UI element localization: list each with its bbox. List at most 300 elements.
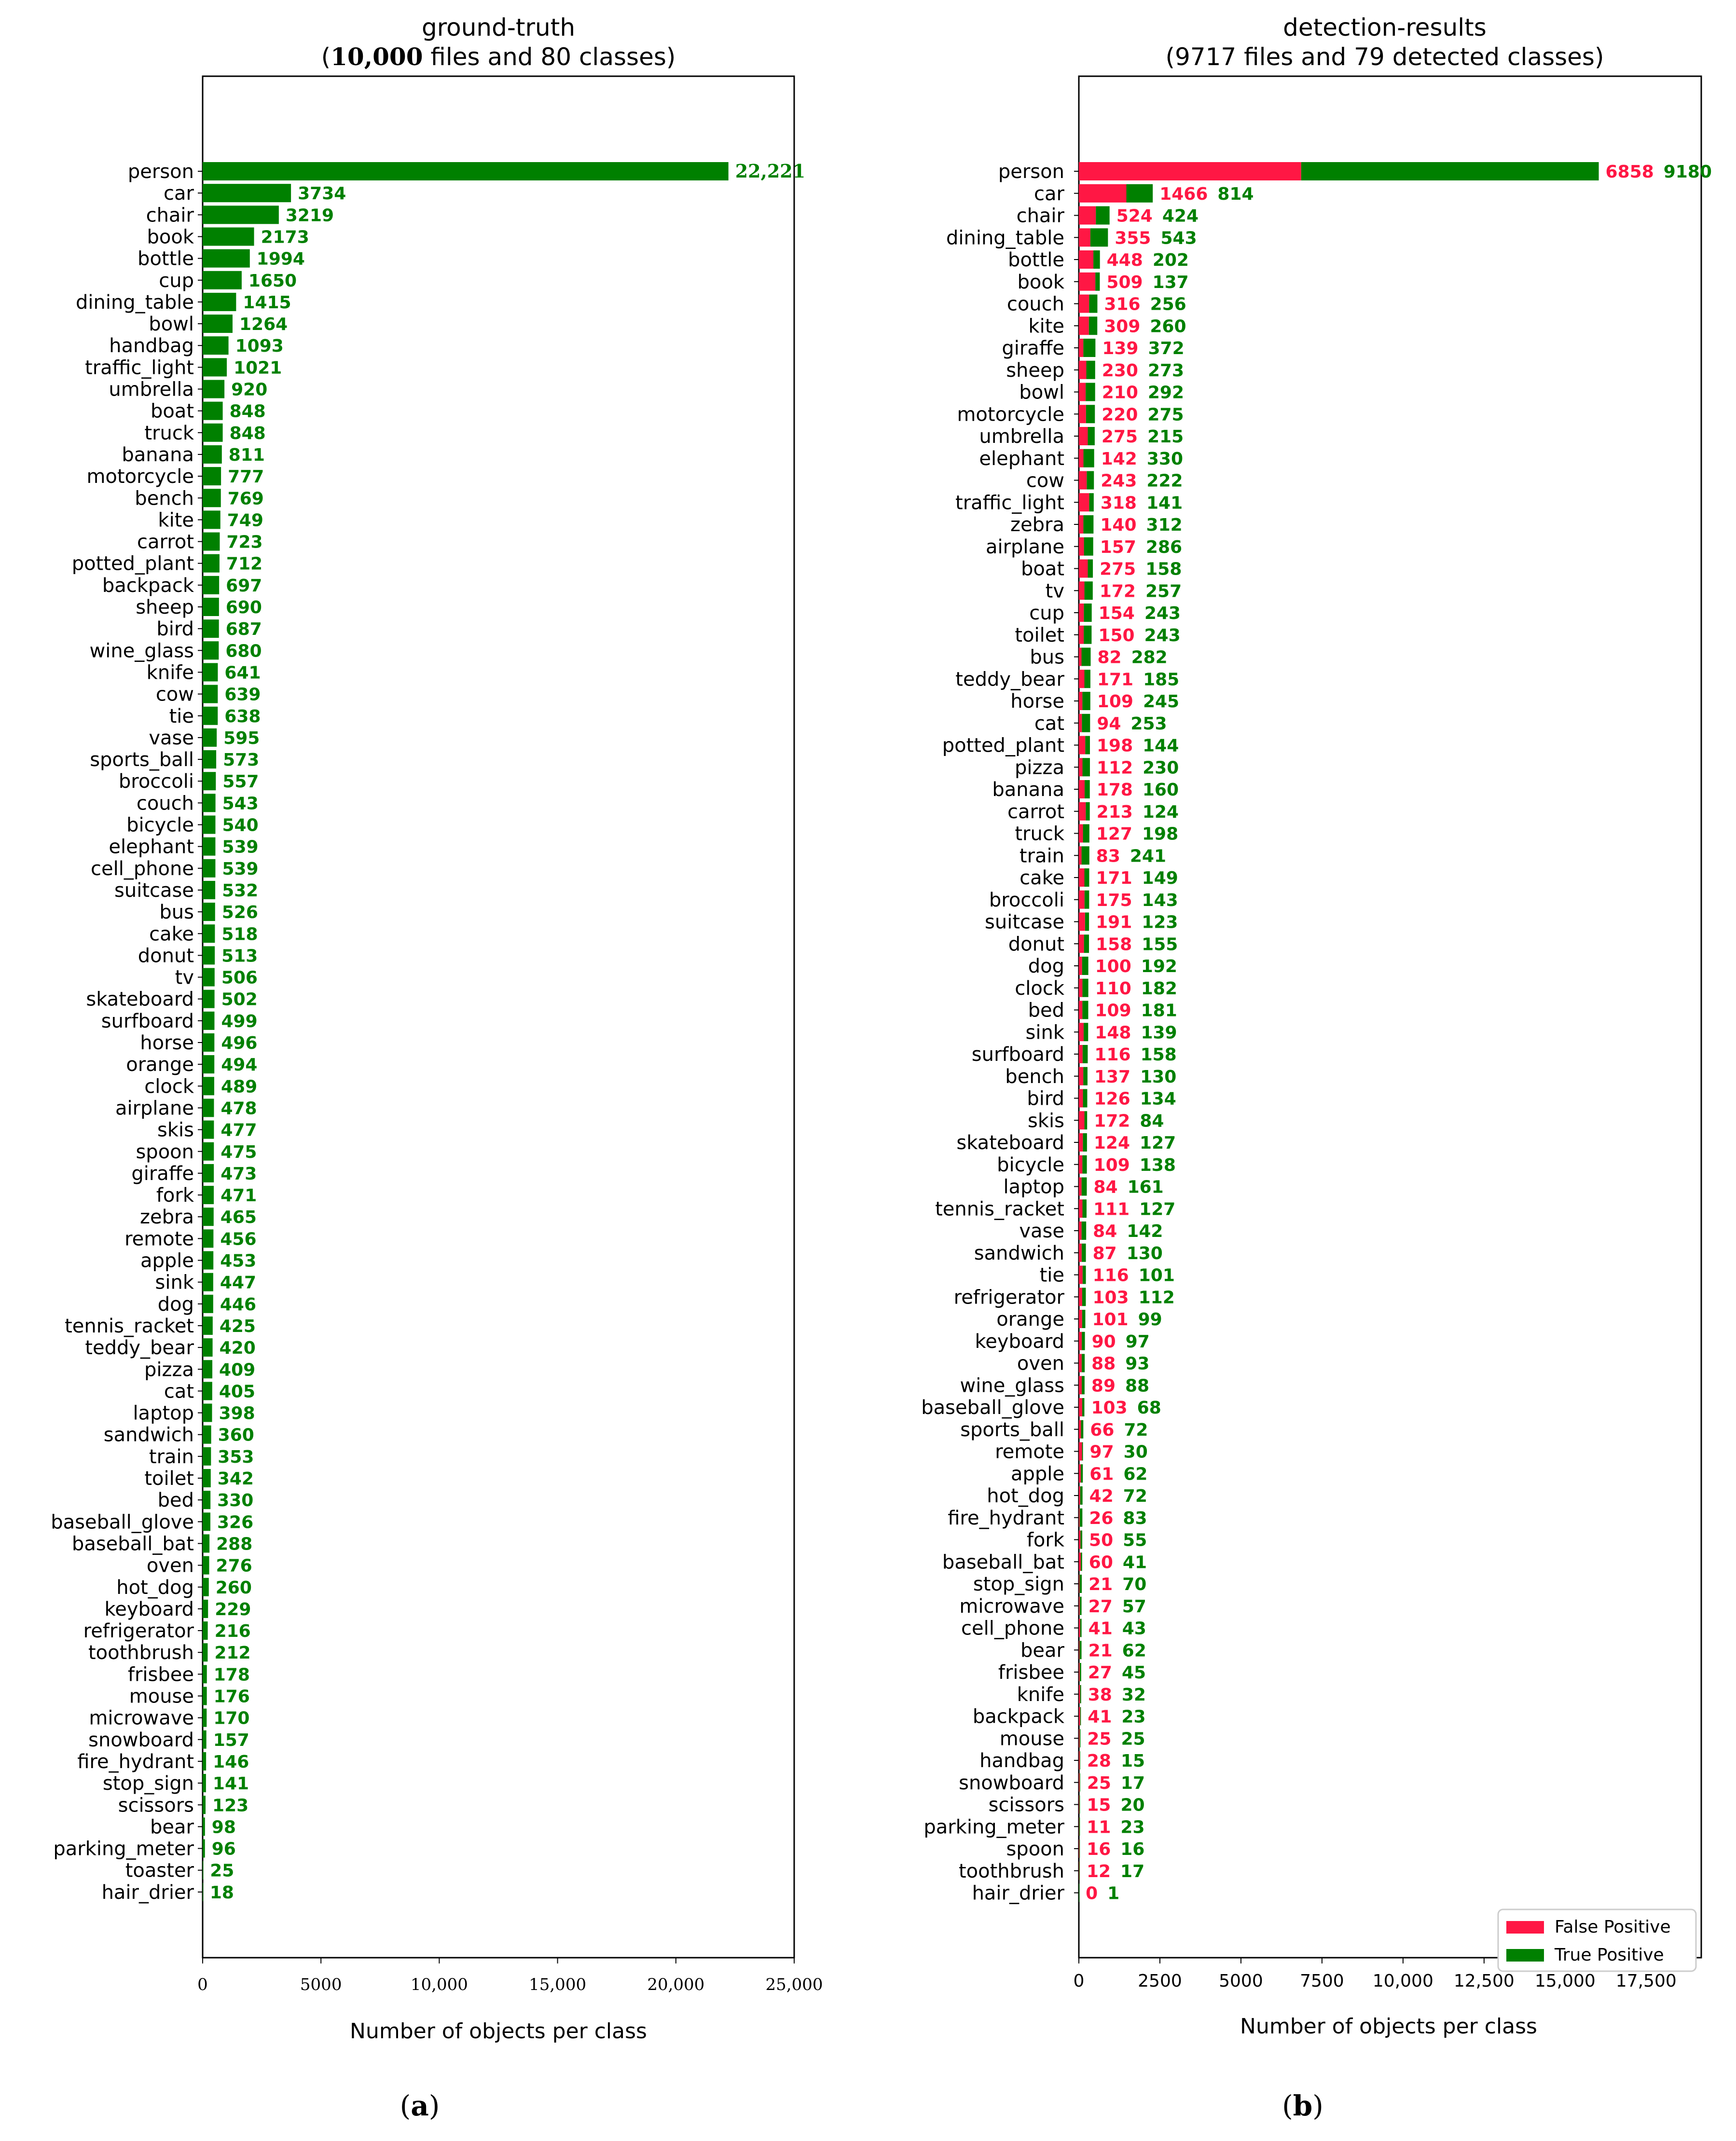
category-label: boat (1020, 558, 1064, 580)
bar-tp-bicycle (1082, 1155, 1087, 1174)
bar-potted-plant (203, 554, 220, 573)
category-label: train (1019, 845, 1064, 867)
fp-value-label: 82 (1097, 647, 1122, 668)
category-label: baseball_glove (51, 1511, 194, 1534)
value-label: 456 (220, 1229, 257, 1249)
tp-value-label: 72 (1123, 1486, 1147, 1506)
bar-fp-sports-ball (1079, 1420, 1081, 1439)
bar-tp-fork (1080, 1531, 1082, 1549)
fp-value-label: 83 (1096, 846, 1120, 866)
tp-value-label: 62 (1122, 1641, 1146, 1661)
tp-value-label: 243 (1144, 625, 1181, 645)
bar-fp-keyboard (1079, 1332, 1082, 1350)
bar-dining-table (203, 293, 236, 311)
value-label: 848 (229, 423, 266, 443)
category-label: bench (135, 487, 194, 510)
fp-value-label: 16 (1087, 1839, 1111, 1859)
bar-tp-truck (1083, 824, 1089, 843)
tp-value-label: 30 (1123, 1442, 1148, 1462)
bar-tp-cat (1082, 714, 1090, 732)
category-label: giraffe (131, 1162, 194, 1185)
tp-value-label: 88 (1125, 1376, 1150, 1396)
bar-fp-vase (1079, 1221, 1082, 1240)
fp-value-label: 25 (1087, 1773, 1111, 1793)
category-label: teddy_bear (955, 668, 1064, 691)
bar-fp-train (1079, 846, 1082, 865)
category-label: remote (124, 1228, 194, 1250)
category-label: mouse (999, 1728, 1064, 1750)
fp-value-label: 140 (1100, 515, 1137, 535)
category-label: bear (150, 1816, 194, 1839)
value-label: 405 (219, 1382, 256, 1402)
value-label: 518 (221, 924, 258, 945)
bar-tp-wine-glass (1082, 1376, 1085, 1394)
category-label: skis (1028, 1110, 1064, 1132)
bar-tp-umbrella (1088, 427, 1094, 445)
value-label: 848 (229, 401, 266, 422)
bar-fp-laptop (1079, 1178, 1082, 1196)
fp-value-label: 38 (1088, 1685, 1112, 1705)
fp-value-label: 103 (1091, 1398, 1128, 1418)
fp-value-label: 87 (1092, 1243, 1117, 1263)
value-labels-pair (1096, 846, 1166, 866)
fp-value-label: 110 (1095, 978, 1131, 999)
bar-motorcycle (203, 467, 221, 485)
bar-fp-handbag (1079, 1751, 1080, 1770)
category-label: sheep (1006, 359, 1064, 382)
bar-tp-sandwich (1082, 1244, 1086, 1262)
panel-label-open: ( (400, 2089, 411, 2122)
bar-fp-couch (1079, 295, 1089, 313)
bar-backpack (203, 576, 219, 594)
category-label: dog (1028, 955, 1064, 977)
x-tick-label: 10,000 (1372, 1971, 1433, 1991)
tp-value-label: 161 (1127, 1177, 1164, 1197)
bar-fp-truck (1079, 824, 1083, 843)
category-label: bicycle (997, 1153, 1064, 1176)
value-labels-pair (1097, 714, 1167, 734)
tp-value-label: 127 (1139, 1199, 1176, 1220)
value-label: 141 (212, 1774, 249, 1794)
bar-fp-banana (1079, 780, 1085, 798)
value-label: 170 (213, 1708, 250, 1729)
category-label: cat (164, 1380, 194, 1403)
tp-value-label: 202 (1152, 250, 1189, 270)
category-label: knife (1017, 1683, 1064, 1706)
legend (1498, 1909, 1696, 1971)
bar-tp-pizza (1083, 758, 1090, 776)
category-label: parking_meter (53, 1838, 194, 1860)
bar-sink (203, 1273, 213, 1291)
tp-value-label: 149 (1142, 868, 1178, 888)
value-labels-pair (1091, 1398, 1161, 1418)
category-label: fire_hydrant (948, 1507, 1064, 1529)
bar-tp-remote (1082, 1442, 1083, 1461)
panel-label-b (1282, 2089, 1323, 2122)
category-label: refrigerator (953, 1286, 1064, 1309)
bar-tp-bus (1082, 648, 1091, 666)
bar-fp-hot-dog (1079, 1486, 1080, 1505)
bar-fp-oven (1079, 1354, 1082, 1372)
fp-value-label: 6858 (1605, 162, 1654, 182)
bar-tp-horse (1082, 692, 1090, 710)
value-labels-pair (1092, 1310, 1162, 1330)
bar-tp-knife (1080, 1685, 1081, 1703)
tp-value-label: 112 (1138, 1288, 1175, 1308)
tp-value-label: 130 (1140, 1067, 1177, 1087)
bar-tp-laptop (1082, 1178, 1087, 1196)
fp-value-label: 158 (1096, 934, 1132, 955)
bar-dog (203, 1295, 213, 1313)
category-label: giraffe (1002, 337, 1064, 359)
tp-value-label: 181 (1141, 1001, 1177, 1021)
bar-fp-snowboard (1079, 1773, 1080, 1792)
bar-fp-remote (1079, 1442, 1082, 1461)
tp-value-label: 814 (1217, 184, 1254, 204)
fp-value-label: 89 (1091, 1376, 1116, 1396)
fp-value-label: 142 (1101, 449, 1137, 469)
bar-broccoli (203, 772, 216, 790)
bar-kite (203, 510, 220, 529)
bar-tp-bench (1083, 1067, 1088, 1085)
value-labels-pair (1093, 1178, 1163, 1197)
bar-cow (203, 685, 218, 703)
bar-sandwich (203, 1426, 211, 1444)
bar-toilet (203, 1469, 211, 1487)
bar-carrot (203, 533, 220, 551)
fp-value-label: 172 (1094, 1111, 1130, 1131)
bar-microwave (203, 1709, 207, 1727)
bar-tp-oven (1082, 1354, 1085, 1372)
category-label: car (164, 182, 194, 205)
bar-umbrella (203, 380, 224, 398)
category-label: orange (126, 1054, 194, 1076)
category-label: banana (992, 779, 1064, 801)
bar-vase (203, 728, 217, 747)
bar-fp-frisbee (1079, 1663, 1080, 1681)
fp-value-label: 21 (1088, 1641, 1113, 1661)
tp-value-label: 292 (1147, 383, 1185, 403)
bar-book (203, 227, 254, 246)
category-label: sandwich (974, 1242, 1064, 1264)
fp-value-label: 88 (1091, 1354, 1116, 1374)
value-label: 446 (220, 1294, 257, 1315)
bar-bird (203, 619, 219, 638)
tp-value-label: 245 (1143, 692, 1180, 712)
bar-tp-dog (1082, 957, 1088, 975)
category-label: skis (157, 1119, 194, 1141)
tp-value-label: 282 (1131, 647, 1168, 668)
bar-apple (203, 1251, 213, 1270)
category-label: tennis_racket (65, 1315, 194, 1337)
fp-value-label: 1466 (1159, 184, 1208, 204)
category-label: vase (149, 727, 194, 749)
bar-fp-book (1079, 273, 1095, 291)
tp-value-label: 158 (1145, 559, 1182, 579)
fp-value-label: 127 (1096, 824, 1132, 844)
bar-fp-donut (1079, 934, 1084, 953)
bar-tp-parking-meter (1079, 1817, 1080, 1836)
tp-value-label: 230 (1143, 758, 1179, 778)
bar-bowl (203, 315, 233, 333)
bar-fp-mouse (1079, 1729, 1080, 1747)
value-label: 123 (212, 1796, 249, 1816)
bar-tp-donut (1084, 934, 1089, 953)
value-label: 1264 (239, 315, 288, 335)
bar-couch (203, 794, 216, 812)
bar-remote (203, 1229, 213, 1248)
bar-tp-boat (1088, 560, 1093, 578)
value-label: 1021 (234, 358, 282, 378)
bar-tp-elephant (1084, 449, 1094, 467)
tp-value-label: 155 (1142, 934, 1178, 955)
fp-value-label: 148 (1095, 1023, 1131, 1043)
bar-handbag (203, 336, 229, 355)
fp-value-label: 12 (1086, 1861, 1111, 1881)
fp-value-label: 15 (1087, 1795, 1111, 1815)
category-label: umbrella (979, 425, 1064, 448)
bar-tp-person (1301, 162, 1599, 180)
bar-cup (203, 271, 242, 289)
category-label: surfboard (101, 1010, 194, 1032)
bar-fp-dog (1079, 957, 1082, 975)
fp-value-label: 198 (1096, 736, 1133, 756)
fp-value-label: 26 (1089, 1508, 1114, 1528)
category-label: tennis_racket (935, 1198, 1064, 1221)
value-label: 513 (221, 946, 258, 966)
bar-laptop (203, 1404, 212, 1422)
bar-tp-mouse (1080, 1729, 1081, 1747)
bar-fp-microwave (1079, 1597, 1080, 1615)
bar-chair (203, 206, 279, 224)
category-label: couch (1006, 293, 1064, 316)
category-label: bed (1028, 999, 1064, 1022)
tp-value-label: 241 (1130, 846, 1167, 866)
value-label: 98 (211, 1817, 236, 1838)
value-label: 494 (221, 1055, 258, 1075)
bar-fp-cow (1079, 471, 1087, 490)
value-label: 1415 (243, 292, 291, 313)
category-label: bed (157, 1489, 194, 1512)
category-label: sandwich (103, 1424, 194, 1446)
bar-fp-knife (1079, 1685, 1080, 1703)
tp-value-label: 330 (1146, 449, 1184, 469)
bar-tp-tie (1083, 1266, 1086, 1284)
bar-tp-orange (1082, 1310, 1086, 1328)
tp-value-label: 134 (1140, 1089, 1176, 1109)
bar-fp-fork (1079, 1531, 1080, 1549)
value-label: 540 (222, 815, 259, 836)
tp-value-label: 127 (1140, 1133, 1176, 1153)
bar-fp-tv (1079, 581, 1085, 600)
tp-value-label: 139 (1141, 1023, 1177, 1043)
tp-value-label: 17 (1120, 1773, 1145, 1793)
value-label: 353 (218, 1447, 254, 1467)
category-label: microwave (89, 1707, 194, 1729)
category-label: fork (156, 1184, 194, 1207)
category-label: potted_plant (71, 552, 194, 575)
bar-stop-sign (203, 1774, 206, 1792)
panel-label-close: ) (1312, 2089, 1323, 2122)
category-label: donut (138, 945, 194, 967)
category-label: person (127, 161, 194, 183)
bar-fp-elephant (1079, 449, 1084, 467)
bar-spoon (203, 1142, 214, 1161)
category-label: orange (996, 1308, 1064, 1331)
value-label: 288 (216, 1534, 253, 1554)
category-label: horse (140, 1032, 194, 1054)
tp-value-label: 142 (1127, 1221, 1163, 1241)
bar-fp-backpack (1079, 1707, 1080, 1726)
bar-skis (203, 1121, 214, 1139)
bar-fp-cat (1079, 714, 1082, 732)
category-label: apple (140, 1249, 194, 1272)
category-label: baseball_bat (942, 1551, 1064, 1574)
category-label: stop_sign (102, 1772, 194, 1795)
bar-fp-bowl (1079, 383, 1086, 401)
bar-fp-tie (1079, 1266, 1083, 1284)
value-label: 723 (226, 532, 263, 552)
tp-value-label: 286 (1145, 537, 1183, 557)
value-labels-pair (1094, 1111, 1164, 1131)
tp-value-label: 68 (1137, 1398, 1161, 1418)
bar-fp-refrigerator (1079, 1288, 1082, 1306)
x-tick-label: 10,000 (410, 1975, 468, 1994)
bar-tp-bottle (1093, 250, 1100, 269)
category-label: person (998, 161, 1064, 183)
category-label: cat (1034, 712, 1064, 735)
fp-value-label: 27 (1088, 1663, 1112, 1683)
value-label: 502 (221, 989, 258, 1010)
bar-tv (203, 968, 215, 987)
chart-title: ground-truth (421, 14, 576, 41)
tp-value-label: 70 (1122, 1575, 1147, 1594)
x-tick-label: 0 (197, 1975, 208, 1994)
category-label: backpack (972, 1705, 1064, 1728)
bar-tp-potted-plant (1085, 736, 1090, 755)
bar-fp-potted-plant (1079, 736, 1085, 755)
bar-tp-skateboard (1083, 1133, 1087, 1152)
bar-tp-frisbee (1080, 1663, 1081, 1681)
category-label: dining_table (946, 227, 1064, 249)
bar-tp-couch (1089, 295, 1097, 313)
fp-value-label: 100 (1095, 957, 1131, 976)
bar-person (203, 162, 729, 180)
tp-value-label: 41 (1122, 1552, 1147, 1573)
category-label: wine_glass (89, 640, 194, 662)
value-label: 276 (216, 1556, 252, 1576)
value-label: 465 (220, 1208, 257, 1228)
category-label: stop_sign (973, 1573, 1064, 1595)
bar-fp-dining-table (1079, 228, 1090, 247)
bar-fork (203, 1186, 214, 1204)
bar-tp-teddy-bear (1084, 670, 1090, 688)
category-label: bus (1030, 646, 1064, 669)
bar-fp-person (1079, 162, 1301, 180)
fp-value-label: 355 (1115, 228, 1151, 248)
category-label: carrot (1007, 800, 1064, 823)
category-label: handbag (979, 1750, 1064, 1772)
fp-value-label: 230 (1102, 360, 1138, 381)
category-label: zebra (1010, 514, 1064, 536)
category-label: vase (1019, 1220, 1064, 1242)
bar-fp-baseball-glove (1079, 1398, 1082, 1416)
bar-tp-refrigerator (1082, 1288, 1086, 1306)
legend-label-false-positive: False Positive (1555, 1917, 1671, 1937)
category-label: carrot (137, 531, 194, 553)
bar-tp-baseball-bat (1081, 1552, 1082, 1571)
tp-value-label: 275 (1147, 405, 1184, 425)
value-label: 216 (214, 1621, 251, 1642)
bar-tp-scissors (1079, 1796, 1080, 1814)
bar-wine-glass (203, 641, 219, 659)
category-label: elephant (979, 447, 1064, 470)
tp-value-label: 72 (1124, 1420, 1148, 1440)
bar-fp-skateboard (1079, 1133, 1083, 1152)
category-label: bowl (149, 313, 194, 336)
fp-value-label: 139 (1102, 339, 1139, 358)
category-label: backpack (102, 574, 194, 597)
value-label: 1093 (235, 336, 284, 357)
value-label: 539 (222, 837, 259, 857)
category-label: wine_glass (960, 1374, 1064, 1397)
category-label: oven (146, 1554, 194, 1577)
fp-value-label: 50 (1089, 1530, 1114, 1551)
tp-value-label: 43 (1122, 1619, 1146, 1639)
category-label: fork (1026, 1529, 1064, 1551)
tp-value-label: 45 (1121, 1663, 1146, 1683)
category-label: train (149, 1445, 194, 1468)
bar-fp-sandwich (1079, 1244, 1082, 1262)
value-label: 680 (225, 641, 262, 661)
bar-elephant (203, 837, 215, 856)
fp-value-label: 175 (1096, 890, 1132, 910)
value-label: 641 (224, 663, 261, 683)
tp-value-label: 23 (1121, 1707, 1146, 1727)
category-label: traffic_light (955, 492, 1064, 514)
bar-fp-toilet (1079, 626, 1084, 644)
category-label: toaster (125, 1859, 194, 1882)
bar-boat (203, 402, 223, 420)
category-label: kite (1028, 315, 1064, 338)
category-label: keyboard (975, 1330, 1064, 1353)
fp-value-label: 210 (1102, 383, 1138, 403)
bar-tp-train (1082, 846, 1089, 865)
tp-value-label: 137 (1152, 272, 1189, 292)
bar-bear (203, 1817, 205, 1836)
fp-value-label: 275 (1101, 427, 1138, 447)
value-label: 471 (220, 1186, 257, 1206)
fp-value-label: 172 (1099, 581, 1136, 602)
fp-value-label: 509 (1106, 272, 1143, 292)
category-label: sports_ball (90, 749, 194, 771)
bar-donut (203, 946, 215, 964)
bar-fp-bird (1079, 1089, 1083, 1108)
category-label: laptop (1003, 1176, 1064, 1198)
tp-value-label: 101 (1138, 1265, 1175, 1286)
bar-tp-zebra (1083, 515, 1093, 534)
bar-tp-vase (1082, 1221, 1087, 1240)
fp-value-label: 137 (1094, 1067, 1131, 1087)
fp-value-label: 318 (1100, 493, 1137, 513)
tp-value-label: 138 (1139, 1155, 1176, 1175)
category-label: spoon (1006, 1838, 1064, 1860)
fp-value-label: 150 (1098, 625, 1135, 645)
fp-value-label: 154 (1098, 604, 1135, 623)
category-label: chair (1016, 205, 1064, 227)
bar-fp-cell-phone (1079, 1619, 1080, 1637)
subtitle-rest: files and 80 classes) (423, 43, 676, 71)
